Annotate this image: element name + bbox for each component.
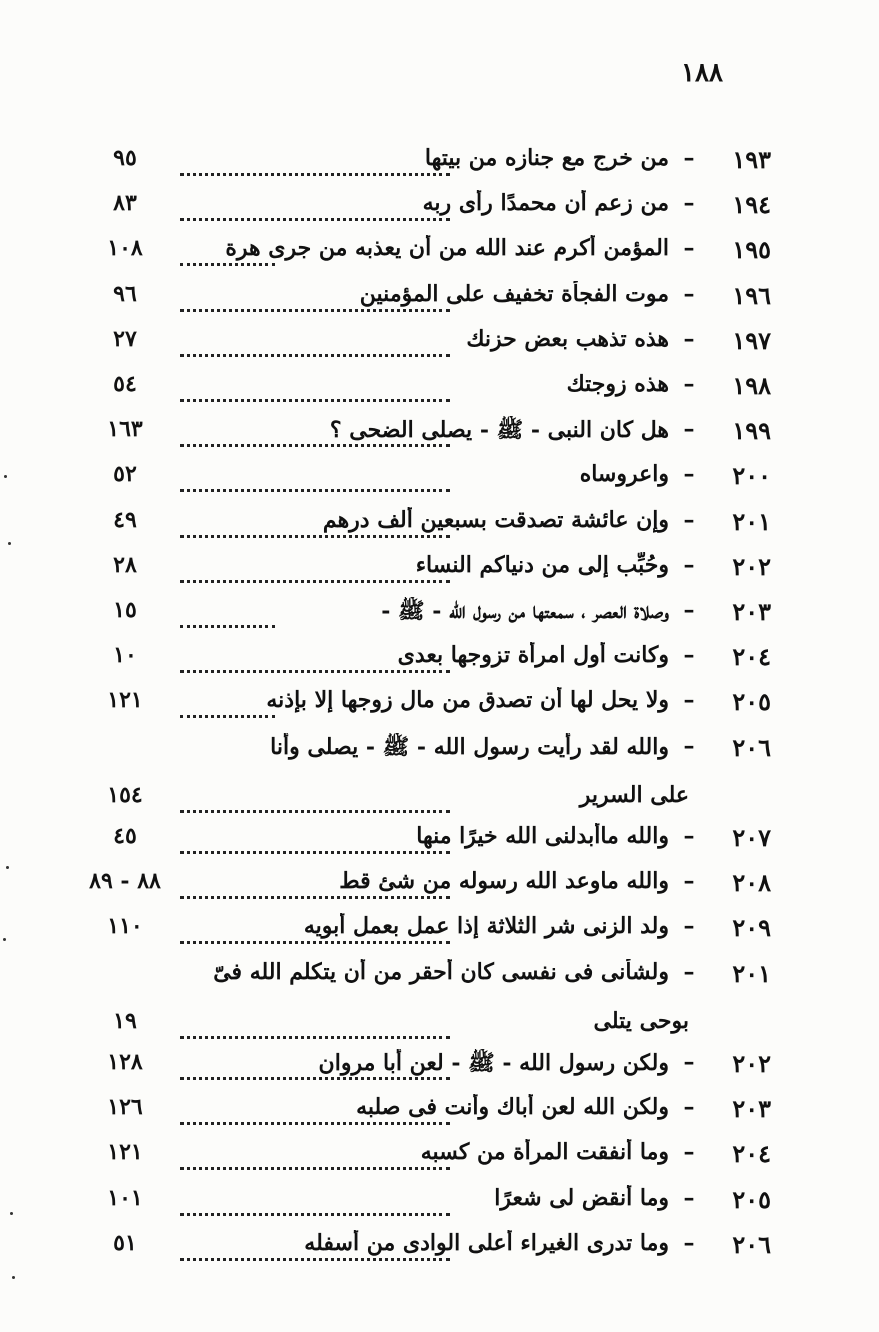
entry-number: ١٩٩ xyxy=(732,416,771,446)
leader-dots xyxy=(180,701,275,718)
entry-page: ٤٩ xyxy=(113,506,137,533)
entry-page: ٢٧ xyxy=(113,325,137,352)
entry-title: من خرج مع جنازه من بيتها xyxy=(424,145,669,171)
index-entry xyxy=(0,1094,879,1138)
index-entry xyxy=(0,597,879,641)
page-number: ١٨٨ xyxy=(681,58,723,88)
entry-title: المؤمن أكرم عند الله من أن يعذبه من جرى هرة xyxy=(225,235,669,262)
entry-title: وإن عائشة تصدقت بسبعين ألف درهم xyxy=(322,506,669,533)
entry-dash: – xyxy=(683,416,695,443)
index-entry xyxy=(0,733,879,777)
entry-number: ٢٠٣ xyxy=(732,1094,771,1124)
entry-number: ٢٠٧ xyxy=(732,823,771,852)
index-entry xyxy=(0,507,879,551)
entry-title: ولكن الله لعن أباك وأنت فى صلبه xyxy=(356,1094,669,1121)
entry-title: واعروساه xyxy=(579,461,669,488)
entry-title: ولكن رسول الله - ﷺ - لعن أبا مروان xyxy=(318,1050,669,1076)
scan-speck xyxy=(12,1276,15,1279)
entry-title: موت الفجأة تخفيف على المؤمنين xyxy=(359,280,669,307)
entry-title: ولا يحل لها أن تصدق من مال زوجها إلا بإذنه xyxy=(266,687,669,714)
entry-page: ١٠٨ xyxy=(107,235,143,262)
index-entry xyxy=(0,1049,879,1093)
entry-number: ٢٠٢ xyxy=(732,1049,771,1078)
leader-dots xyxy=(180,1153,450,1170)
leader-dots xyxy=(180,159,450,176)
scan-speck xyxy=(3,938,6,941)
entry-dash: – xyxy=(683,551,695,578)
entry-number: ١٩٤ xyxy=(732,190,771,220)
entry-page: ١٢٨ xyxy=(107,1049,143,1075)
entry-dash: – xyxy=(683,732,695,759)
index-entry xyxy=(0,913,879,957)
entry-dash: – xyxy=(683,1139,695,1166)
leader-dots xyxy=(180,430,450,447)
entry-number: ٢٠٦ xyxy=(732,732,771,762)
entry-dash: – xyxy=(683,145,695,171)
leader-dots xyxy=(180,1022,450,1039)
entry-title: وحُبِّب إلى من دنياكم النساء xyxy=(415,551,669,578)
index-entry xyxy=(0,1185,879,1229)
entry-title: ولد الزنى شر الثلاثة إذا عمل بعمل أبويه xyxy=(303,913,669,940)
leader-dots xyxy=(180,475,450,492)
index-entry xyxy=(0,145,879,189)
index-entry xyxy=(0,326,879,370)
entry-page: ٨٨ - ٨٩ xyxy=(89,868,161,895)
index-entry xyxy=(0,823,879,867)
entry-page: ١٢١ xyxy=(107,1139,143,1166)
scan-speck xyxy=(8,542,11,545)
entry-number: ١٩٨ xyxy=(732,371,771,400)
index-entry-continuation xyxy=(0,1008,879,1052)
index-entry xyxy=(0,371,879,415)
entry-number: ١٩٧ xyxy=(732,325,771,355)
entry-number: ١٩٥ xyxy=(732,235,771,265)
entry-title: والله ماوعد الله رسوله من شئ قط xyxy=(339,868,669,895)
leader-dots xyxy=(180,295,450,312)
entry-number: ٢٠٣ xyxy=(732,597,771,626)
entry-title: وما أنقض لى شعرًا xyxy=(494,1184,669,1211)
entry-page: ١٠ xyxy=(113,642,137,669)
entry-dash: – xyxy=(683,1184,695,1211)
scan-speck xyxy=(6,866,9,869)
entry-page: ٤٥ xyxy=(113,823,137,849)
entry-dash: – xyxy=(683,913,695,940)
entry-dash: – xyxy=(683,506,695,533)
entry-number: ١٩٦ xyxy=(732,280,771,310)
entry-dash: – xyxy=(683,235,695,262)
entry-title: والله ماأبدلنى الله خيرًا منها xyxy=(416,823,669,849)
entry-dash: – xyxy=(683,823,695,849)
entry-page: ٥١ xyxy=(113,1229,137,1256)
entry-title: والله لقد رأيت رسول الله - ﷺ - يصلى وأنا xyxy=(270,733,669,760)
leader-dots xyxy=(180,521,450,538)
leader-dots xyxy=(180,1244,450,1261)
leader-dots xyxy=(180,796,450,813)
index-entry xyxy=(0,959,879,1003)
entry-dash: – xyxy=(683,642,695,669)
entry-number: ٢٠٥ xyxy=(732,1184,771,1214)
entry-page: ١١٠ xyxy=(107,913,143,940)
entry-number: ١٩٣ xyxy=(732,145,771,174)
entry-page: ٥٤ xyxy=(113,371,137,397)
entry-page: ١٢٦ xyxy=(107,1094,143,1121)
entry-page: ٢٨ xyxy=(113,551,137,578)
entry-dash: – xyxy=(683,958,695,985)
scan-speck xyxy=(4,475,7,478)
index-entry xyxy=(0,416,879,460)
entry-number: ٢٠٩ xyxy=(732,913,771,943)
leader-dots xyxy=(180,1199,450,1216)
leader-dots xyxy=(180,611,275,628)
entry-number: ٢٠٢ xyxy=(732,551,771,581)
entry-page: ٨٣ xyxy=(113,190,137,217)
entry-title: هذه تذهب بعض حزنك xyxy=(466,325,669,352)
entry-page: ٩٦ xyxy=(113,280,137,307)
leader-dots xyxy=(180,882,450,899)
entry-dash: – xyxy=(683,461,695,488)
entry-page: ١٩ xyxy=(113,1007,137,1034)
entry-number: ٢٠٦ xyxy=(732,1229,771,1259)
entry-number: ٢٠٤ xyxy=(732,642,771,672)
entry-page: ١٥٤ xyxy=(107,781,143,808)
index-entry xyxy=(0,235,879,279)
leader-dots xyxy=(180,837,450,854)
entry-number: ٢٠٨ xyxy=(732,868,771,898)
leader-dots xyxy=(180,1063,450,1080)
entry-page: ١٦٣ xyxy=(107,416,143,443)
entry-page: ١٥ xyxy=(113,597,137,623)
index-entry-continuation xyxy=(0,782,879,826)
entry-number: ٢٠٤ xyxy=(732,1139,771,1169)
scan-speck xyxy=(10,1212,13,1215)
entry-dash: – xyxy=(683,868,695,895)
entry-title: وصلاة العصر ، سمعتها من رسول الله - ﷺ - xyxy=(381,598,669,624)
entry-title: هل كان النبى - ﷺ - يصلى الضحى ؟ xyxy=(329,417,669,444)
entry-dash: – xyxy=(683,1049,695,1075)
leader-dots xyxy=(180,566,450,583)
entry-dash: – xyxy=(683,280,695,307)
index-entry xyxy=(0,190,879,234)
leader-dots xyxy=(180,927,450,944)
entry-dash: – xyxy=(683,597,695,623)
index-entry xyxy=(0,868,879,912)
leader-dots xyxy=(180,204,450,221)
index-entry xyxy=(0,1230,879,1274)
entry-number: ٢٠١ xyxy=(732,958,771,988)
entry-title: هذه زوجتك xyxy=(566,371,669,397)
entry-title: ولشأنى فى نفسى كان أحقر من أن يتكلم الله فىّ xyxy=(213,958,669,985)
entry-number: ٢٠١ xyxy=(732,506,771,536)
leader-dots xyxy=(180,340,450,357)
entry-page: ١٠١ xyxy=(107,1184,143,1211)
entry-dash: – xyxy=(683,371,695,397)
index-entry xyxy=(0,281,879,325)
entry-title: وكانت أول امرأة تزوجها بعدى xyxy=(397,642,669,669)
entry-title-continuation: بوحى يتلى xyxy=(593,1007,689,1034)
entry-dash: – xyxy=(683,1094,695,1121)
index-entry xyxy=(0,461,879,505)
entry-dash: – xyxy=(683,1229,695,1256)
entry-dash: – xyxy=(683,190,695,217)
leader-dots xyxy=(180,656,450,673)
index-entry xyxy=(0,642,879,686)
leader-dots xyxy=(180,385,450,402)
index-entry xyxy=(0,687,879,731)
entry-page: ٥٢ xyxy=(113,461,137,488)
entry-page: ٩٥ xyxy=(113,145,137,171)
entry-number: ٢٠٥ xyxy=(732,687,771,717)
leader-dots xyxy=(180,249,275,266)
entry-title: وما أنفقت المرأة من كسبه xyxy=(420,1139,669,1166)
index-entry xyxy=(0,1139,879,1183)
entry-page: ١٢١ xyxy=(107,687,143,714)
entry-dash: – xyxy=(683,325,695,352)
entry-title-continuation: على السرير xyxy=(579,781,689,808)
entry-dash: – xyxy=(683,687,695,714)
leader-dots xyxy=(180,1108,450,1125)
entry-number: ٢٠٠ xyxy=(732,461,771,491)
entry-title: من زعم أن محمدًا رأى ربه xyxy=(422,190,669,217)
index-entry xyxy=(0,552,879,596)
entry-title: وما تدرى الغيراء أعلى الوادى من أسفله xyxy=(304,1229,669,1256)
